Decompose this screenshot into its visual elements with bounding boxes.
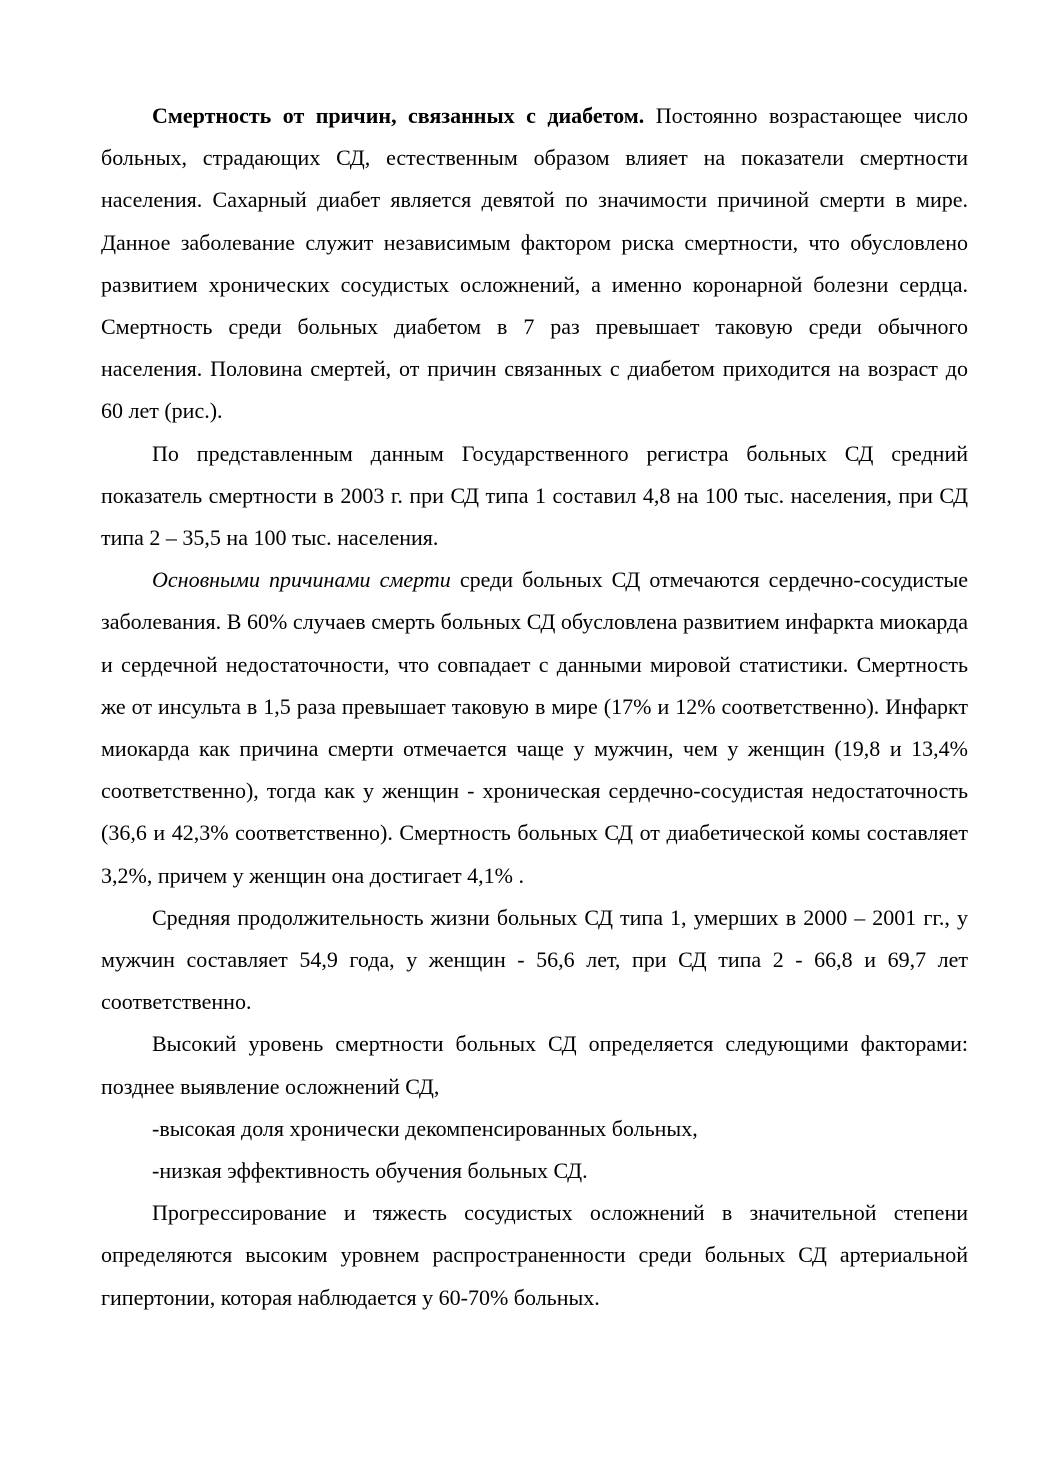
paragraph-text: Средняя продолжительность жизни больных СД типа 1, умерших в 2000 – 2001 гг., у мужчин составляет 54,9 года, у женщин - 56,6 лет, при СД типа 2 - 66,8 и 69,7 лет соответственно. bbox=[101, 904, 968, 1015]
paragraph-registry-data bbox=[101, 433, 968, 560]
paragraph-text: Постоянно возрастающее число больных, страдающих СД, естественным образом влияет на показатели смертности населения. Сахарный диабет является девятой по значимости причиной смерти в мире. Данное заболевание служит независимым фактором риска смертности, что обусловлено развитием хронических сосудистых осложнений, а именно коронарной болезни сердца. Смертность среди больных диабетом в 7 раз превышает таковую среди обычного населения. Половина смертей, от причин связанных с диабетом приходится на возраст до 60 лет (рис.). bbox=[101, 103, 968, 424]
paragraph-text: Прогрессирование и тяжесть сосудистых осложнений в значительной степени определяются высоким уровнем распространенности среди больных СД артериальной гипертонии, которая наблюдается у 60-70% больных. bbox=[101, 1200, 968, 1310]
paragraph-causes-of-death bbox=[101, 559, 968, 897]
paragraph-hypertension bbox=[101, 1192, 968, 1319]
paragraph-text: среди больных СД отмечаются сердечно-сосудистые заболевания. В 60% случаев смерть больных СД обусловлена развитием инфаркта миокарда и сердечной недостаточности, что совпадает с данными мировой статистики. Смертность же от инсульта в 1,5 раза превышает таковую в мире (17% и 12% соответственно). Инфаркт миокарда как причина смерти отмечается чаще у мужчин, чем у женщин (19,8 и 13,4% соответственно), тогда как у женщин - хроническая сердечно-сосудистая недостаточность (36,6 и 42,3% соответственно). Смертность больных СД от диабетической комы составляет 3,2%, причем у женщин она достигает 4,1% . bbox=[101, 567, 968, 888]
paragraph-text: Высокий уровень смертности больных СД определяется следующими факторами: позднее выявление осложнений СД, bbox=[101, 1031, 968, 1099]
paragraph-mortality-factors bbox=[101, 1023, 968, 1107]
section-heading: Смертность от причин, связанных с диабетом. bbox=[152, 103, 645, 128]
italic-term: Основными причинами смерти bbox=[152, 567, 451, 593]
paragraph-mortality-intro bbox=[101, 95, 968, 433]
list-item: -высокая доля хронически декомпенсированных больных, bbox=[152, 1115, 698, 1141]
list-item: -низкая эффективность обучения больных СД. bbox=[152, 1158, 588, 1184]
paragraph-life-expectancy bbox=[101, 897, 968, 1024]
paragraph-text: По представленным данным Государственного регистра больных СД средний показатель смертности в 2003 г. при СД типа 1 составил 4,8 на 100 тыс. населения, при СД типа 2 – 35,5 на 100 тыс. населения. bbox=[101, 440, 968, 551]
